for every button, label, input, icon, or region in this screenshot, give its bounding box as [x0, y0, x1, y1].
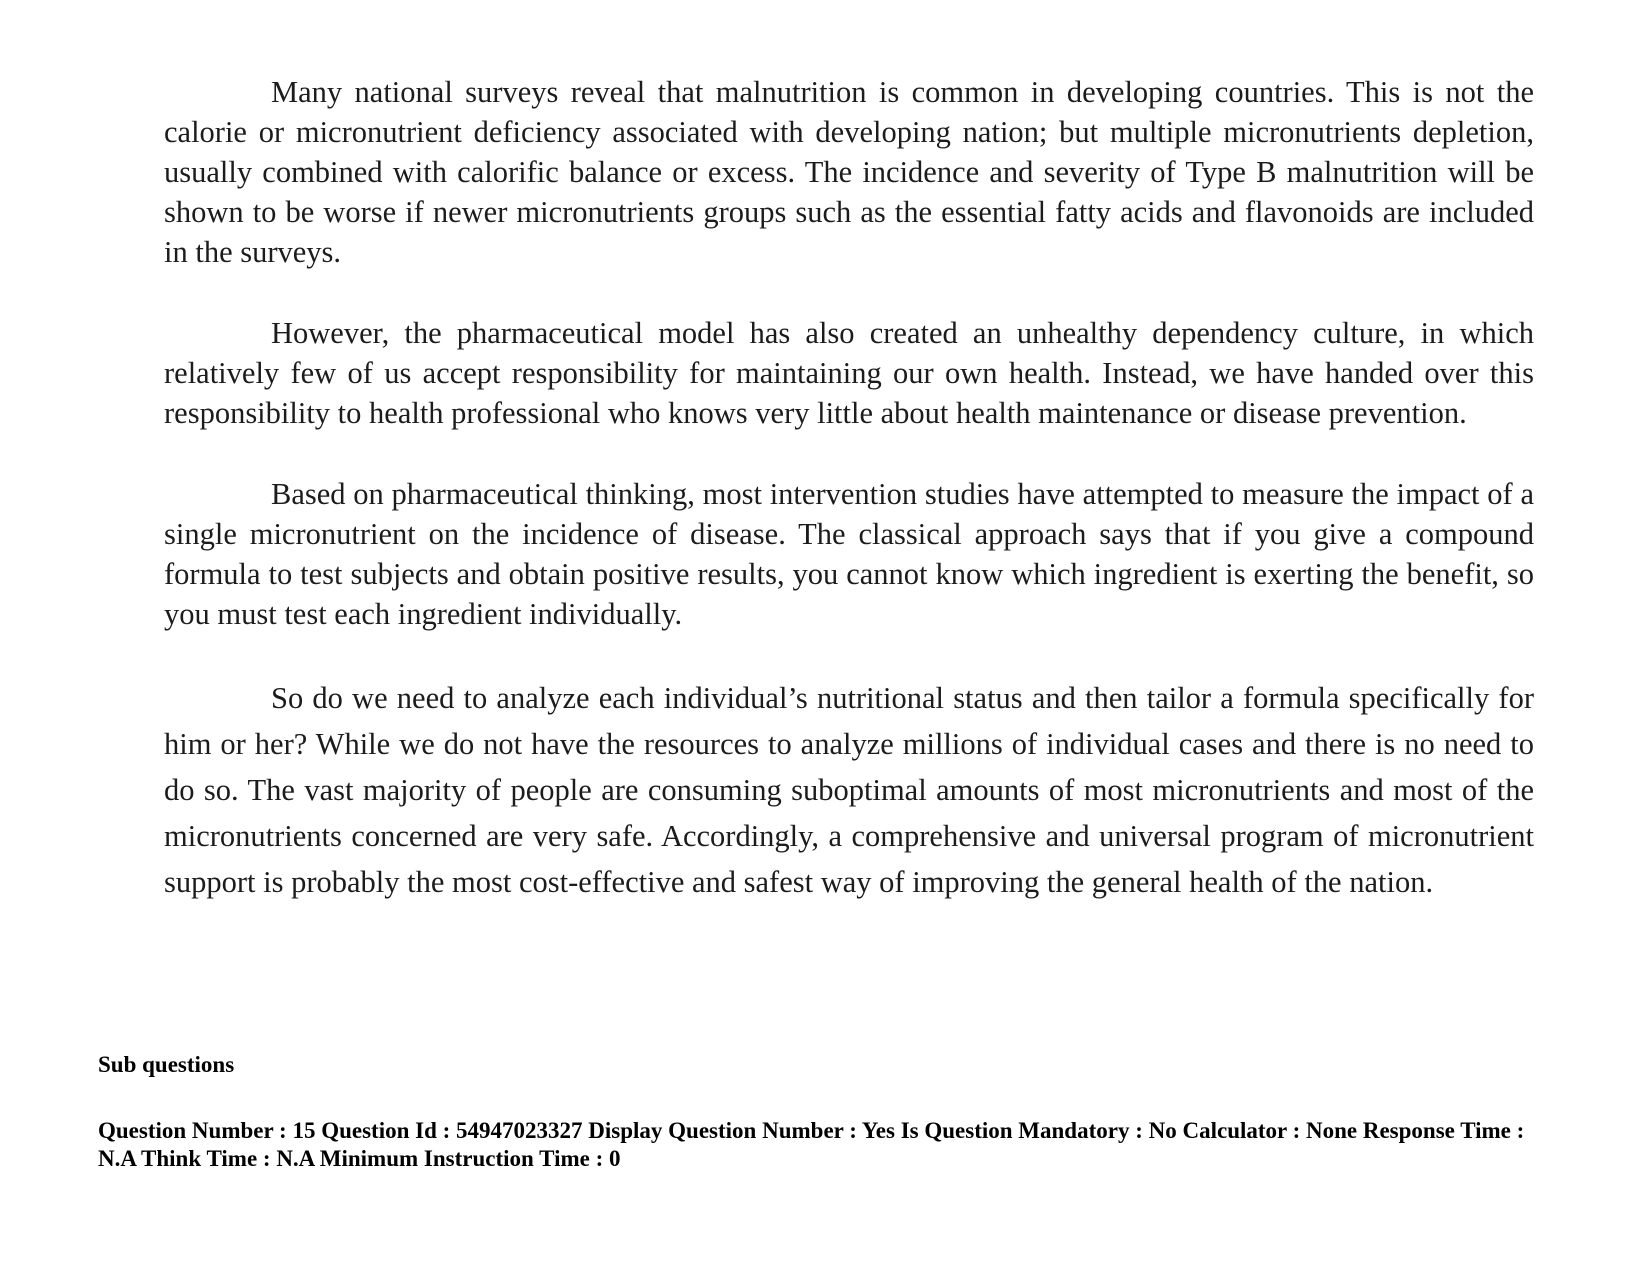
passage-paragraph-2: However, the pharmaceutical model has also created an unhealthy dependency culture, in which relatively few of us accept responsibility for maintaining our own health. Instead, we have handed over this responsibility to health professional who knows very little about health maintenance or disease prevention. [164, 316, 1534, 430]
passage-paragraph-3: Based on pharmaceutical thinking, most intervention studies have attempted to measure the impact of a single micronutrient on the incidence of disease. The classical approach says that if you give a compound formula to test subjects and obtain positive results, you cannot know which ingredient is exerting the benefit, so you must test each ingredient individually. [164, 477, 1534, 631]
passage-paragraph-4: So do we need to analyze each individual’s nutritional status and then tailor a formula specifically for him or her? While we do not have the resources to analyze millions of individual cases and there is no need to do so. The vast majority of people are consuming suboptimal amounts of most micronutrients and most of the micronutrients concerned are very safe. Accordingly, a comprehensive and universal program of micronutrient support is probably the most cost-effective and safest way of improving the general health of the nation. [164, 681, 1534, 899]
sub-questions-heading: Sub questions [98, 1052, 235, 1077]
passage-text [164, 72, 1534, 905]
question-meta: Question Number : 15 Question Id : 54947023327 Display Question Number : Yes Is Question Mandatory : No Calculator : None Response Time : N.A Think Time : N.A Minimum Instruction Time : 0 [98, 1118, 1525, 1171]
passage-paragraph-1: Many national surveys reveal that malnutrition is common in developing countries. This is not the calorie or micronutrient deficiency associated with developing nation; but multiple micronutrients depletion, usually combined with calorific balance or excess. The incidence and severity of Type B malnutrition will be shown to be worse if newer micronutrients groups such as the essential fatty acids and flavonoids are included in the surveys. [164, 75, 1534, 269]
